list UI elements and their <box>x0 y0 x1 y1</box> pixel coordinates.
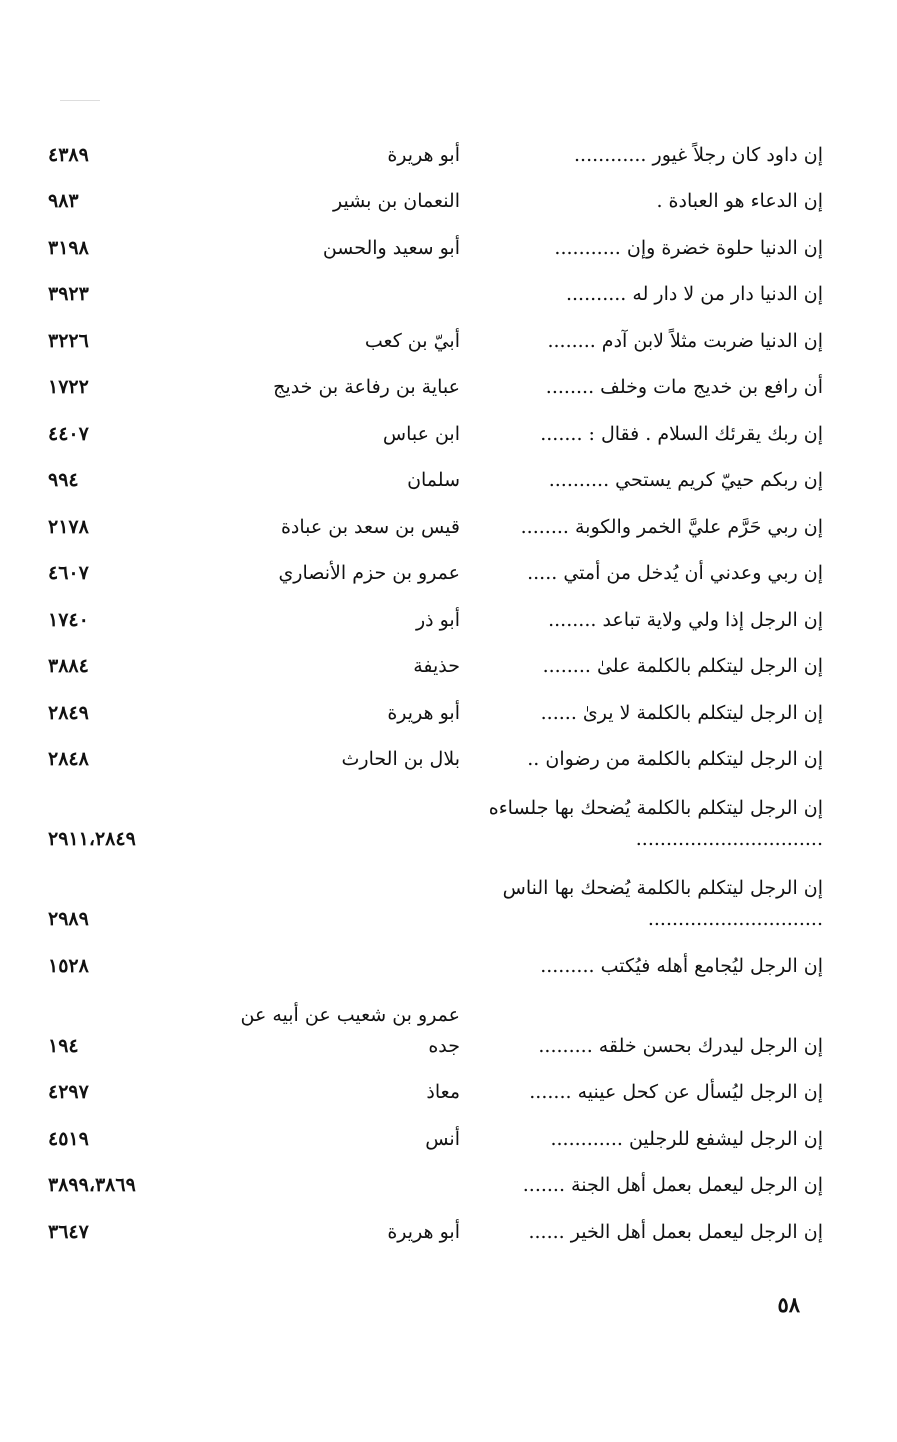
index-row <box>48 363 823 410</box>
narrator: قيس بن سعد بن عبادة <box>280 515 460 538</box>
narrator: حذيفة <box>413 655 460 677</box>
index-row <box>48 270 823 317</box>
hadith-text: إن ربكم حييّ كريم يستحي .......... <box>548 469 823 491</box>
index-row <box>48 502 823 549</box>
hadith-text: إن الرجل ليتكلم بالكلمة يُضحك بها الناس ............................. <box>502 877 823 930</box>
hadith-number: ٣٨٨٤ <box>48 655 89 677</box>
narrator: بلال بن الحارث <box>341 748 460 770</box>
hadith-text: إن ربي وعدني أن يُدخل من أمتي ..... <box>527 562 823 584</box>
hadith-number: ٤٢٩٧ <box>48 1081 89 1103</box>
hadith-text: إن الرجل ليُجامع أهله فيُكتب ......... <box>540 954 823 977</box>
hadith-text: إن الدنيا حلوة خضرة وإن ........... <box>554 236 823 259</box>
index-row <box>48 941 823 988</box>
scan-mark <box>60 100 100 101</box>
hadith-number: ٤٥١٩ <box>48 1127 89 1150</box>
narrator <box>228 310 488 316</box>
hadith-number: ١٧٤٠ <box>48 608 89 631</box>
narrator: أبو هريرة <box>387 701 460 724</box>
hadith-text: إن الرجل ليعمل بعمل أهل الخير ...... <box>528 1220 823 1243</box>
index-row <box>48 781 823 861</box>
index-row <box>48 409 823 456</box>
index-row <box>48 988 823 1068</box>
hadith-number: ٤٤٠٧ <box>48 422 89 445</box>
index-row <box>48 1207 823 1254</box>
narrator: أبيّ بن كعب <box>364 329 460 352</box>
hadith-text: إن الرجل ليتكلم بالكلمة علىٰ ........ <box>542 655 823 677</box>
narrator: عمرو بن حزم الأنصاري <box>278 562 460 584</box>
index-row <box>48 177 823 224</box>
hadith-number: ٢٩١١،٢٨٤٩ <box>48 828 136 850</box>
index-row <box>48 861 823 941</box>
hadith-number: ٢٨٤٨ <box>48 748 89 770</box>
page-number: ٥٨ <box>777 1292 800 1317</box>
narrator: سلمان <box>407 469 460 491</box>
hadith-number: ٩٨٣ <box>48 190 79 212</box>
hadith-index-table <box>48 130 823 1254</box>
narrator: أبو ذر <box>415 608 460 631</box>
index-row <box>48 595 823 642</box>
hadith-text: إن الدنيا ضربت مثلاً لابن آدم ........ <box>547 329 823 352</box>
hadith-text: إن الدعاء هو العبادة . <box>656 190 823 212</box>
narrator: أبو سعيد والحسن <box>322 236 460 259</box>
narrator: أنس <box>425 1127 460 1150</box>
hadith-number: ٣١٩٨ <box>48 236 89 259</box>
hadith-text: إن الرجل ليتكلم بالكلمة يُضحك بها جلساءه ............................... <box>488 797 823 850</box>
hadith-number: ٩٩٤ <box>48 469 79 491</box>
index-row <box>48 1068 823 1115</box>
narrator <box>228 935 488 941</box>
hadith-number: ٣٨٩٩،٣٨٦٩ <box>48 1174 136 1196</box>
hadith-number: ٢١٧٨ <box>48 515 89 538</box>
narrator: ابن عباس <box>382 422 460 445</box>
hadith-text: أن رافع بن خديج مات وخلف ........ <box>545 376 823 398</box>
index-row <box>48 735 823 782</box>
index-row <box>48 130 823 177</box>
hadith-number: ٣٦٤٧ <box>48 1220 89 1243</box>
hadith-number: ٢٩٨٩ <box>48 908 89 930</box>
narrator <box>228 982 488 988</box>
index-row <box>48 223 823 270</box>
index-row <box>48 316 823 363</box>
hadith-text: إن الرجل ليشفع للرجلين ............ <box>550 1127 823 1150</box>
index-row <box>48 1114 823 1161</box>
narrator: عمرو بن شعيب عن أبيه عن جده <box>240 1003 460 1057</box>
narrator: أبو هريرة <box>387 1220 460 1243</box>
hadith-text: إن داود كان رجلاً غيور ............ <box>574 143 823 166</box>
narrator: عباية بن رفاعة بن خديج <box>273 376 460 398</box>
hadith-text: إن ربك يقرئك السلام . فقال : ....... <box>540 422 823 445</box>
hadith-text: إن ربي حَرَّم عليَّ الخمر والكوبة ........ <box>520 515 823 538</box>
hadith-text: إن الرجل ليعمل بعمل أهل الجنة ....... <box>522 1174 823 1196</box>
narrator <box>228 1201 488 1207</box>
hadith-text: إن الرجل ليتكلم بالكلمة لا يرىٰ ...... <box>540 701 823 724</box>
hadith-number: ٤٦٠٧ <box>48 562 89 584</box>
hadith-number: ٢٨٤٩ <box>48 701 89 724</box>
hadith-number: ١٧٢٢ <box>48 376 89 398</box>
hadith-number: ١٥٢٨ <box>48 954 89 977</box>
hadith-text: إن الرجل ليُسأل عن كحل عينيه ....... <box>529 1081 823 1103</box>
index-row <box>48 456 823 503</box>
narrator: النعمان بن بشير <box>333 190 460 212</box>
hadith-text: إن الرجل إذا ولي ولاية تباعد ........ <box>548 608 823 631</box>
hadith-number: ٤٣٨٩ <box>48 143 89 166</box>
index-row <box>48 549 823 596</box>
narrator: معاذ <box>426 1081 460 1103</box>
index-row <box>48 1161 823 1208</box>
hadith-text: إن الرجل ليتكلم بالكلمة من رضوان .. <box>527 748 823 770</box>
hadith-number: ٣٩٢٣ <box>48 283 89 305</box>
narrator: أبو هريرة <box>387 143 460 166</box>
index-row <box>48 688 823 735</box>
hadith-text: إن الدنيا دار من لا دار له .......... <box>565 283 823 305</box>
hadith-number: ١٩٤ <box>48 1034 79 1057</box>
hadith-text: إن الرجل ليدرك بحسن خلقه ......... <box>538 1034 823 1057</box>
hadith-number: ٣٢٢٦ <box>48 329 89 352</box>
narrator <box>228 855 488 861</box>
index-row <box>48 642 823 689</box>
